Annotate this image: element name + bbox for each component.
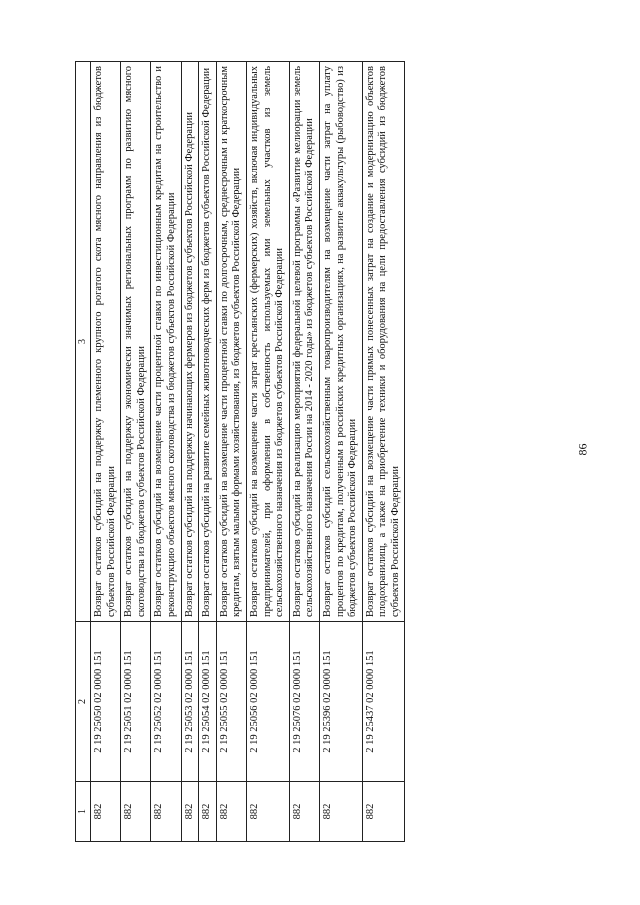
page-number: 86 [575, 443, 590, 456]
table-row [199, 62, 217, 842]
admin-code-cell: 882 [246, 782, 289, 842]
column-header-1: 1 [76, 782, 91, 842]
table-header-row [76, 62, 91, 842]
table-row [91, 62, 121, 842]
table-row [289, 62, 319, 842]
description-cell: Возврат остатков субсидий на поддержку племенного крупного рогатого скота мясного направления из бюджетов субъектов Российской Федерации [91, 62, 121, 622]
budget-code-cell: 2 19 25056 02 0000 151 [246, 622, 289, 782]
description-cell: Возврат остатков субсидий на возмещение части процентной ставки по инвестиционным кредитам на строительство и реконструкцию объектов мясного скотоводства из бюджетов субъектов Российской Федерации [151, 62, 181, 622]
admin-code-cell: 882 [216, 782, 246, 842]
table-row [246, 62, 289, 842]
table-row [181, 62, 199, 842]
budget-code-cell: 2 19 25050 02 0000 151 [91, 622, 121, 782]
description-cell: Возврат остатков субсидий на поддержку начинающих фермеров из бюджетов субъектов Российской Федерации [181, 62, 199, 622]
description-cell: Возврат остатков субсидий на возмещение части затрат крестьянских (фермерских) хозяйств, включая индивидуальных предпринимателей, при оформлении в собственность используемых ими земельных участков из земель сельскохозяйственного назначения из бюджетов субъектов Российской Федерации [246, 62, 289, 622]
budget-code-cell: 2 19 25054 02 0000 151 [199, 622, 217, 782]
column-header-3: 3 [76, 62, 91, 622]
admin-code-cell: 882 [151, 782, 181, 842]
admin-code-cell: 882 [362, 782, 405, 842]
description-cell: Возврат остатков субсидий на возмещение части процентной ставки по долгосрочным, среднесрочным и краткосрочным кредитам, взятым малыми формами хозяйствования, из бюджетов субъектов Российской Федерации [216, 62, 246, 622]
admin-code-cell: 882 [181, 782, 199, 842]
budget-code-cell: 2 19 25076 02 0000 151 [289, 622, 319, 782]
table-row [319, 62, 362, 842]
table-row [362, 62, 405, 842]
admin-code-cell: 882 [319, 782, 362, 842]
description-cell: Возврат остатков субсидий на развитие семейных животноводческих ферм из бюджетов субъектов Российской Федерации [199, 62, 217, 622]
admin-code-cell: 882 [199, 782, 217, 842]
budget-code-cell: 2 19 25053 02 0000 151 [181, 622, 199, 782]
description-cell: Возврат остатков субсидий сельскохозяйственным товаропроизводителям на возмещение части затрат на уплату процентов по кредитам, полученным в российских кредитных организациях, на развитие аквакультуры (рыбоводство) из бюджетов субъектов Российской Федерации [319, 62, 362, 622]
budget-code-cell: 2 19 25396 02 0000 151 [319, 622, 362, 782]
budget-code-cell: 2 19 25055 02 0000 151 [216, 622, 246, 782]
admin-code-cell: 882 [289, 782, 319, 842]
admin-code-cell: 882 [91, 782, 121, 842]
column-header-2: 2 [76, 622, 91, 782]
table-body [91, 62, 405, 842]
table-row [216, 62, 246, 842]
budget-code-table [75, 61, 405, 842]
description-cell: Возврат остатков субсидий на поддержку экономически значимых региональных программ по развитию мясного скотоводства из бюджетов субъектов Российской Федерации [121, 62, 151, 622]
rotated-content [75, 62, 545, 842]
description-cell: Возврат остатков субсидий на возмещение части прямых понесенных затрат на создание и модернизацию объектов плодохранилищ, а также на приобретение техники и оборудования на цели предоставления субсидий из бюджетов субъектов Российской Федерации [362, 62, 405, 622]
table-row [151, 62, 181, 842]
description-cell: Возврат остатков субсидий на реализацию мероприятий федеральной целевой программы «Развитие мелиорации земель сельскохозяйственного назначения России на 2014 - 2020 годы» из бюджетов субъектов Российской Федерации [289, 62, 319, 622]
budget-code-cell: 2 19 25051 02 0000 151 [121, 622, 151, 782]
admin-code-cell: 882 [121, 782, 151, 842]
table-row [121, 62, 151, 842]
budget-code-cell: 2 19 25052 02 0000 151 [151, 622, 181, 782]
budget-code-cell: 2 19 25437 02 0000 151 [362, 622, 405, 782]
